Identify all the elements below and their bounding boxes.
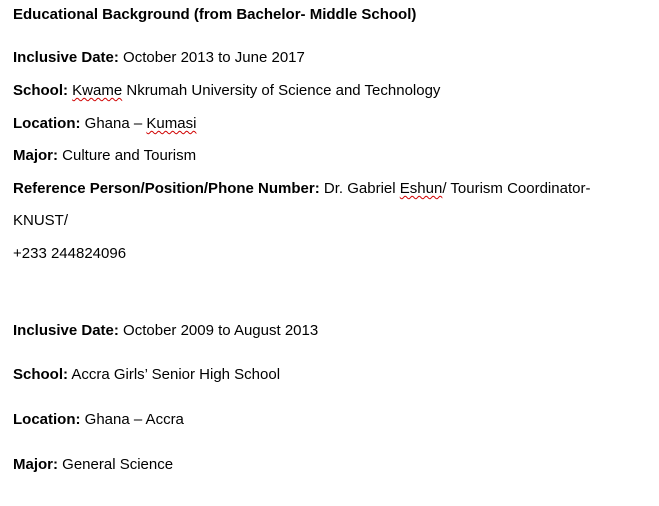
major-line [13,146,196,166]
field-label: Location: [13,411,81,428]
field-label: School: [13,82,68,99]
field-label: Reference Person/Position/Phone Number: [13,180,320,197]
school-line [13,365,280,385]
field-value: October 2009 to August 2013 [123,322,319,339]
spellcheck-flagged-word: Kumasi [146,115,197,132]
field-label: Major: [13,456,58,473]
reference-line [13,179,590,199]
field-value: Accra Girls’ Senior High School [71,366,281,383]
section-heading: Educational Background (from Bachelor- Middle School) [13,6,417,23]
location-line [13,114,196,134]
school-line [13,81,440,101]
reference-org-line: KNUST/ [13,212,69,229]
field-label: Inclusive Date: [13,49,119,66]
spellcheck-flagged-word: Kwame [72,82,123,99]
field-value: Dr. Gabriel [323,180,396,197]
field-value: Ghana – [84,115,143,132]
spellcheck-flagged-word: Eshun [399,180,443,197]
location-line [13,410,184,430]
field-value: Nkrumah University of Science and Technology [126,82,441,99]
field-label: Location: [13,115,81,132]
inclusive-date-line [13,321,318,341]
reference-phone-line: +233 244824096 [13,245,127,262]
field-value: General Science [62,456,174,473]
field-label: Major: [13,147,58,164]
major-line [13,455,173,475]
field-value: / Tourism Coordinator- [442,180,591,197]
field-value: October 2013 to June 2017 [123,49,305,66]
field-value: Culture and Tourism [62,147,197,164]
inclusive-date-line [13,48,305,68]
field-value: Ghana – Accra [84,411,184,428]
field-label: Inclusive Date: [13,322,119,339]
field-label: School: [13,366,68,383]
